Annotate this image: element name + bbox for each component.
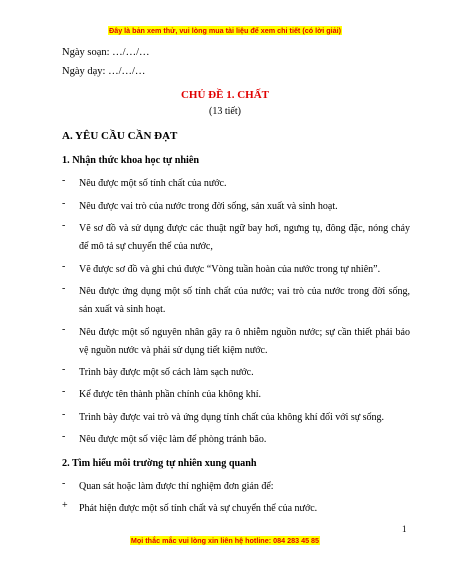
list-item <box>62 386 410 404</box>
list-item-text: Nêu được một số nguyên nhân gây ra ô nhiễm nguồn nước; sự cần thiết phải bảo vệ nguồn nước và phải sử dụng tiết kiệm nước. <box>79 327 410 356</box>
list-item-text: Vẽ sơ đồ và sử dụng được các thuật ngữ bay hơi, ngưng tụ, đông đặc, nóng chảy để mô tả sự chuyển thể của nước, <box>79 223 410 252</box>
page-number: 1 <box>402 524 407 534</box>
list-item <box>62 261 410 279</box>
list-item-text: Nêu được ứng dụng một số tính chất của nước; vai trò của nước trong đời sống, sản xuất và sinh hoạt. <box>79 286 410 315</box>
list-item <box>62 364 410 382</box>
topic-duration: (13 tiết) <box>209 106 241 117</box>
preview-notice-banner <box>0 26 450 35</box>
list-item <box>62 283 410 319</box>
list-item <box>62 324 410 360</box>
list-item <box>62 198 410 216</box>
list-item-text: Nêu được vai trò của nước trong đời sống, sản xuất và sinh hoạt. <box>79 201 338 212</box>
list-item-text: Trình bày được một số cách làm sạch nước. <box>79 367 254 378</box>
list-marker: - <box>62 386 66 397</box>
list-item <box>62 431 410 449</box>
list-marker: - <box>62 431 66 442</box>
list-item <box>62 220 410 256</box>
list-marker: - <box>62 478 66 489</box>
subsection-1-heading: 1. Nhận thức khoa học tự nhiên <box>62 155 200 166</box>
list-item-text: Vẽ được sơ đồ và ghi chú được “Vòng tuần hoàn của nước trong tự nhiên”. <box>79 264 381 275</box>
preparation-date: Ngày soạn: …/…/… <box>62 47 150 58</box>
list-item <box>62 478 410 496</box>
preview-notice-text: Đây là bản xem thử, vui lòng mua tài liệu để xem chi tiết (có lời giải) <box>109 26 341 35</box>
list-marker: - <box>62 198 66 209</box>
list-marker: - <box>62 283 66 294</box>
list-marker: - <box>62 261 66 272</box>
subsection-2-heading: 2. Tìm hiểu môi trường tự nhiên xung quanh <box>62 458 257 469</box>
list-item-text: Kể được tên thành phần chính của không khí. <box>79 389 262 400</box>
hotline-text: Mọi thắc mắc vui lòng xin liên hệ hotline: 084 283 45 85 <box>130 536 320 545</box>
topic-title: CHỦ ĐỀ 1. CHẤT <box>180 89 269 101</box>
list-item <box>62 500 410 518</box>
list-marker: - <box>62 364 66 375</box>
teaching-date: Ngày dạy: …/…/… <box>62 66 146 77</box>
section-a-heading: A. YÊU CẦU CẦN ĐẠT <box>62 130 178 142</box>
list-item <box>62 409 410 427</box>
list-marker: - <box>62 220 66 231</box>
list-item-text: Trình bày được vai trò và ứng dụng tính chất của không khí đối với sự sống. <box>79 412 385 423</box>
list-item-text: Nêu được một số việc làm để phòng tránh bão. <box>79 434 267 445</box>
list-marker: + <box>62 500 68 511</box>
list-marker: - <box>62 175 66 186</box>
list-marker: - <box>62 324 66 335</box>
list-item <box>62 175 410 193</box>
hotline-banner <box>0 536 450 545</box>
list-item-text: Nêu được một số tính chất của nước. <box>79 178 227 189</box>
list-item-text: Quan sát hoặc làm được thí nghiệm đơn giản để: <box>79 481 274 492</box>
list-marker: - <box>62 409 66 420</box>
list-item-text: Phát hiện được một số tính chất và sự chuyển thể của nước. <box>79 503 318 514</box>
